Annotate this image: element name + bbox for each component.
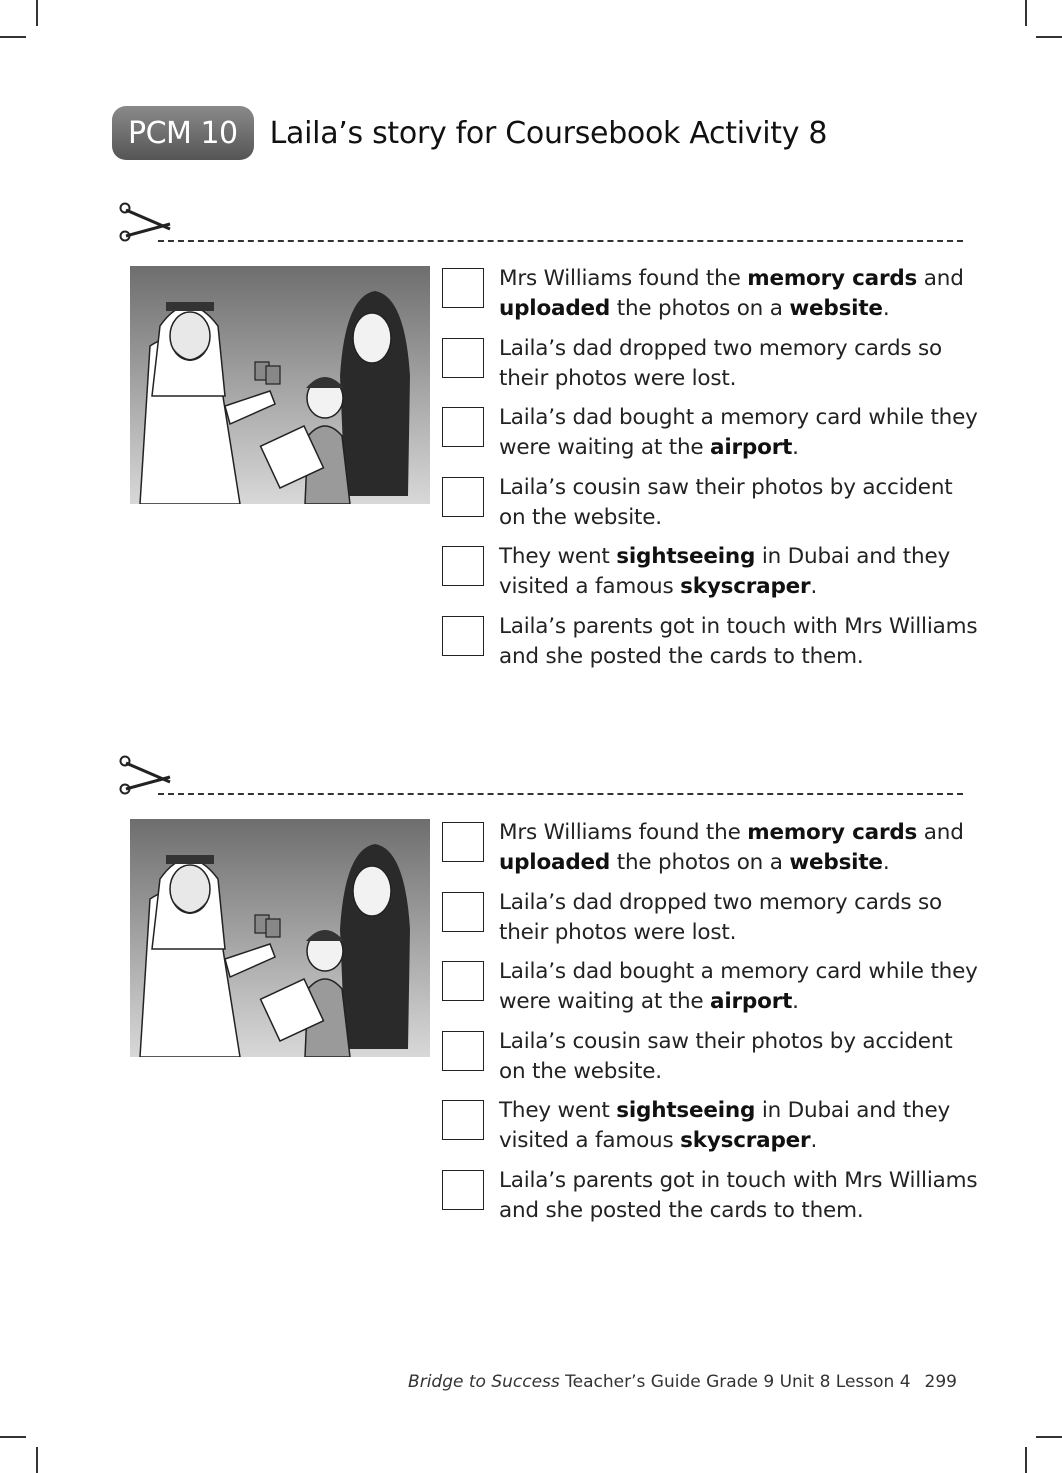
cut-line — [118, 755, 963, 795]
item-text: Laila’s cousin saw their photos by accident on the website. — [499, 1028, 953, 1084]
list-item — [442, 542, 982, 612]
order-checkbox[interactable] — [442, 961, 484, 1001]
order-checkbox[interactable] — [442, 1031, 484, 1071]
list-item — [442, 334, 982, 404]
list-item — [442, 1096, 982, 1166]
book-title: Bridge to Success — [408, 1372, 560, 1392]
dashed-line — [158, 793, 963, 795]
item-text: Laila’s dad bought a memory card while they were waiting at the airport. — [499, 959, 978, 1014]
scissors-icon — [118, 202, 174, 242]
order-checkbox[interactable] — [442, 268, 484, 308]
order-checkbox[interactable] — [442, 407, 484, 447]
scissors-icon — [118, 755, 174, 795]
order-checkbox[interactable] — [442, 1170, 484, 1210]
crop-mark — [1025, 0, 1027, 26]
page-footer — [408, 1372, 957, 1392]
item-text: Laila’s parents got in touch with Mrs Williams and she posted the cards to them. — [499, 613, 978, 669]
crop-mark — [1036, 1436, 1062, 1438]
list-item — [442, 403, 982, 473]
list-item — [442, 473, 982, 543]
story-illustration — [130, 819, 430, 1057]
order-checkbox[interactable] — [442, 892, 484, 932]
crop-mark — [1025, 1447, 1027, 1473]
footer-text: Teacher’s Guide Grade 9 Unit 8 Lesson 4 — [559, 1372, 911, 1392]
order-checkbox[interactable] — [442, 338, 484, 378]
crop-mark — [0, 36, 26, 38]
order-checkbox[interactable] — [442, 1100, 484, 1140]
page-number: 299 — [924, 1372, 957, 1392]
crop-mark — [1036, 36, 1062, 38]
list-item — [442, 818, 982, 888]
item-text: Laila’s dad dropped two memory cards so their photos were lost. — [499, 889, 942, 945]
order-checkbox[interactable] — [442, 477, 484, 517]
story-list — [442, 818, 982, 1235]
list-item — [442, 957, 982, 1027]
list-item — [442, 1027, 982, 1097]
order-checkbox[interactable] — [442, 822, 484, 862]
page-title: Laila’s story for Coursebook Activity 8 — [269, 115, 828, 151]
item-text: They went sightseeing in Dubai and they visited a famous skyscraper. — [499, 544, 950, 599]
order-checkbox[interactable] — [442, 546, 484, 586]
item-text: Laila’s dad bought a memory card while they were waiting at the airport. — [499, 405, 978, 460]
cut-line — [118, 202, 963, 242]
list-item — [442, 264, 982, 334]
list-item — [442, 888, 982, 958]
item-text: Mrs Williams found the memory cards and uploaded the photos on a website. — [499, 820, 964, 875]
crop-mark — [36, 0, 38, 26]
crop-mark — [36, 1447, 38, 1473]
story-illustration — [130, 266, 430, 504]
list-item — [442, 612, 982, 682]
list-item — [442, 1166, 982, 1236]
item-text: Laila’s dad dropped two memory cards so their photos were lost. — [499, 335, 942, 391]
dashed-line — [158, 240, 963, 242]
order-checkbox[interactable] — [442, 616, 484, 656]
story-list — [442, 264, 982, 681]
crop-mark — [0, 1436, 26, 1438]
item-text: They went sightseeing in Dubai and they visited a famous skyscraper. — [499, 1098, 950, 1153]
pcm-badge: PCM 10 — [112, 106, 254, 160]
item-text: Mrs Williams found the memory cards and uploaded the photos on a website. — [499, 266, 964, 321]
page-header — [112, 106, 827, 160]
item-text: Laila’s parents got in touch with Mrs Williams and she posted the cards to them. — [499, 1167, 978, 1223]
item-text: Laila’s cousin saw their photos by accident on the website. — [499, 474, 953, 530]
